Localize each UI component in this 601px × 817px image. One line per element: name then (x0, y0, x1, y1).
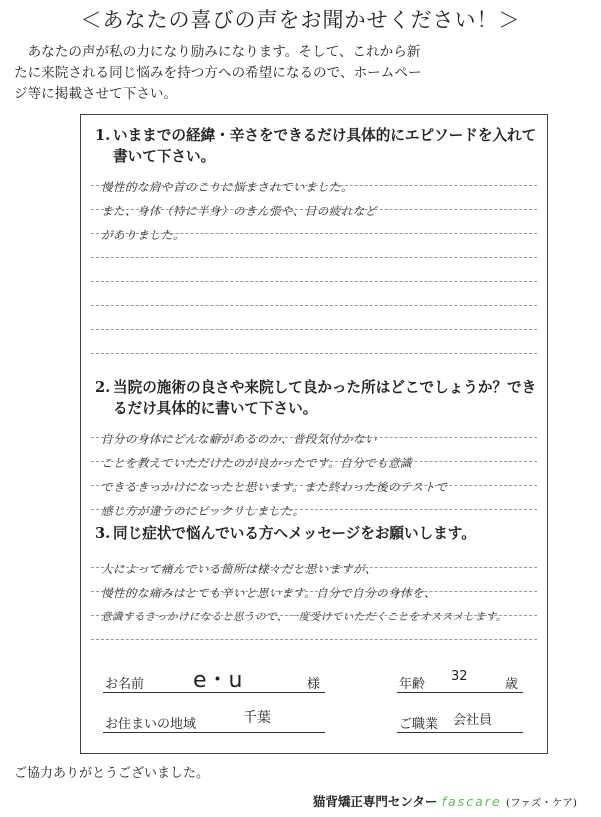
ruled-line (91, 485, 537, 486)
ruled-line (91, 509, 537, 510)
question-number: 2. (95, 379, 111, 396)
intro-line: たに来院される同じ悩みを持つ方への希望になるので、ホームペー (14, 65, 422, 81)
intro-line: あなたの声が私の力になり励みになります。そして、これから新 (14, 44, 421, 60)
ruled-line (91, 209, 537, 210)
ruled-line (91, 257, 537, 258)
thanks-message: ご協力ありがとうございました。 (14, 766, 210, 781)
age-label: 年齢 (399, 677, 426, 692)
job-value: 会社員 (453, 713, 493, 728)
answer-line: 意識するきっかけになると思うので、一度受けていただくことをオススメします。 (101, 611, 507, 623)
ruled-line (91, 281, 537, 282)
answer-line: できるきっかけになったと思います。また終わった後のテストで (101, 480, 448, 494)
address-label: お住まいの地域 (105, 717, 197, 732)
center-name: 猫背矯正専門センター (312, 794, 438, 809)
age-underline (397, 692, 523, 693)
question-text: いままでの経緯・辛さをできるだけ具体的にエピソードを入れて書いて下さい。 (113, 127, 537, 165)
ruled-line (91, 615, 537, 616)
answer-line: 慢性的な肩や首のこりに悩まされていました。 (101, 180, 353, 194)
address-value: 千葉 (243, 710, 271, 726)
ruled-line (91, 639, 537, 640)
page-title: ＜あなたの喜びの声をお聞かせください！＞ (80, 8, 521, 32)
name-label: お名前 (105, 677, 145, 692)
brand-kana: (ファズ・ケア) (506, 797, 577, 809)
answer-line: また、身体（特に半身）のきん張や、目の疲れなど (101, 204, 377, 218)
answer-line: がありました。 (101, 228, 185, 242)
question-number: 3. (95, 525, 111, 542)
brand-logo: fascare (441, 794, 502, 809)
ruled-line (91, 305, 537, 306)
answer-line: 自分の身体にどんな癖があるのか、普段気付かない (101, 432, 377, 446)
name-underline (103, 692, 325, 693)
answer-line: 慢性的な痛みはとても辛いと思います。自分で自分の身体を、 (101, 586, 437, 600)
answer-line: ことを教えていただけたのが良かったです。自分でも意識 (101, 456, 413, 470)
ruled-line (91, 233, 537, 234)
survey-card (80, 114, 548, 754)
question-text: 同じ症状で悩んでいる方へメッセージをお願いします。 (113, 525, 476, 542)
ruled-line (91, 329, 537, 330)
age-value: 32 (451, 669, 468, 684)
ruled-line (91, 591, 537, 592)
ruled-line (91, 353, 537, 354)
ruled-line (91, 461, 537, 462)
address-underline (103, 732, 325, 733)
answer-line: 人によって痛んでいる箇所は様々だと思いますが、 (101, 562, 377, 576)
answer-line: 感じ方が違うのにビックリしました。 (101, 504, 305, 518)
question-number: 1. (95, 127, 111, 144)
intro-line: ジ等に掲載させて下さい。 (14, 86, 178, 102)
age-suffix: 歳 (505, 677, 519, 692)
ruled-line (91, 567, 537, 568)
question-text: 当院の施術の良さや来院して良かった所はどこでしょうか？できるだけ具体的に書いて下さい。 (113, 379, 537, 417)
intro-paragraph (14, 42, 590, 105)
ruled-line (91, 437, 537, 438)
name-value: e・u (193, 668, 243, 693)
ruled-line (91, 185, 537, 186)
name-suffix: 様 (307, 677, 321, 692)
job-label: ご職業 (399, 717, 439, 732)
job-underline (397, 732, 523, 733)
footer-brand (313, 792, 577, 810)
